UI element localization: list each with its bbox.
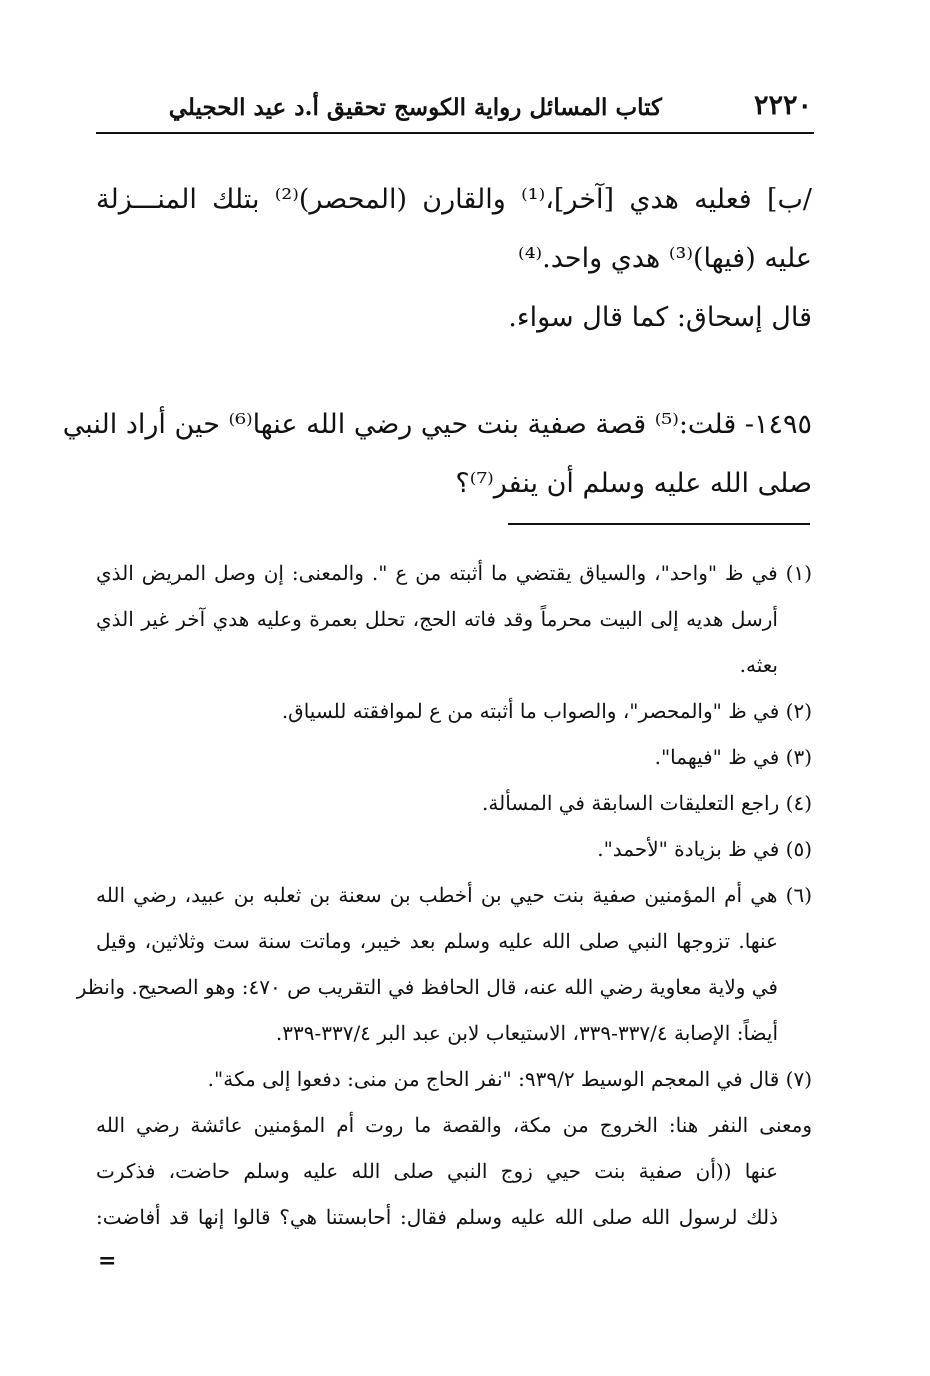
issue-1495-heading: ١٤٩٥- قلت:⁽⁵⁾ قصة صفية بنت حيي رضي الله عنها⁽⁶⁾ حين أراد النبي [62,409,812,440]
footnote-1: (١) في ظ "واحد"، والسياق يقتضي ما أثبته من ع ". والمعنى: إن وصل المريض الذي [96,561,812,585]
page-header [96,88,812,132]
page-number: ٢٢٢٠ [753,90,812,121]
continuation-mark: = [98,1248,117,1274]
footnote-1-cont: أرسل هديه إلى البيت محرماً وقد فاته الحج، تحلل بعمرة وعليه هدي آخر غير الذي [96,607,778,631]
main-text-line: قال إسحاق: كما قال سواء. [508,302,812,333]
footnote-separator [508,523,810,525]
footnote-5: (٥) في ظ بزيادة "لأحمد". [597,837,812,861]
footnote-7-cont: عنها ((أن صفية بنت حيي زوج النبي صلى الله عليه وسلم حاضت، فذكرت [96,1159,778,1183]
main-text [62,170,813,513]
footnotes [76,550,812,1240]
main-text-line: /ب] فعليه هدي [آخر]،⁽¹⁾ والقارن (المحصر)⁽²⁾ بتلك المنـــزلة [96,184,813,215]
footnote-6: (٦) هي أم المؤمنين صفية بنت حيي بن أخطب بن سعنة بن ثعلبه بن عبيد، رضي الله [96,883,812,907]
footnote-4: (٤) راجع التعليقات السابقة في المسألة. [482,791,812,815]
main-text-line: صلى الله عليه وسلم أن ينفر⁽⁷⁾؟ [455,468,812,499]
header-rule [96,132,814,134]
footnote-6-cont: في ولاية معاوية رضي الله عنه، قال الحافظ في التقريب ص ٤٧٠: وهو الصحيح. وانظر [76,975,778,999]
footnote-6-cont: أيضاً: الإصابة ٣٣٧/٤-٣٣٩، الاستيعاب لابن عبد البر ٣٣٧/٤-٣٣٩. [275,1021,778,1045]
footnote-7: (٧) قال في المعجم الوسيط ٩٣٩/٢: "نفر الحاج من منى: دفعوا إلى مكة". [207,1067,812,1091]
footnote-1-cont: بعثه. [739,653,778,677]
footnote-7-cont: ذلك لرسول الله صلى الله عليه وسلم فقال: أحابستنا هي؟ قالوا إنها قد أفاضت: [96,1205,778,1229]
main-text-line: عليه (فيها)⁽³⁾ هدي واحد.⁽⁴⁾ [518,243,812,274]
book-title: كتاب المسائل رواية الكوسج تحقيق أ.د عيد الحجيلي [168,94,662,121]
footnote-2: (٢) في ظ "والمحصر"، والصواب ما أثبته من ع لموافقته للسياق. [281,699,812,723]
footnote-7-cont: ومعنى النفر هنا: الخروج من مكة، والقصة ما روت أم المؤمنين عائشة رضي الله [96,1113,812,1137]
paragraph-gap [96,347,812,395]
footnote-6-cont: عنها. تزوجها النبي صلى الله عليه وسلم بعد خيبر، وماتت سنة ست وثلاثين، وقيل [96,929,778,953]
footnote-3: (٣) في ظ "فيهما". [654,745,812,769]
